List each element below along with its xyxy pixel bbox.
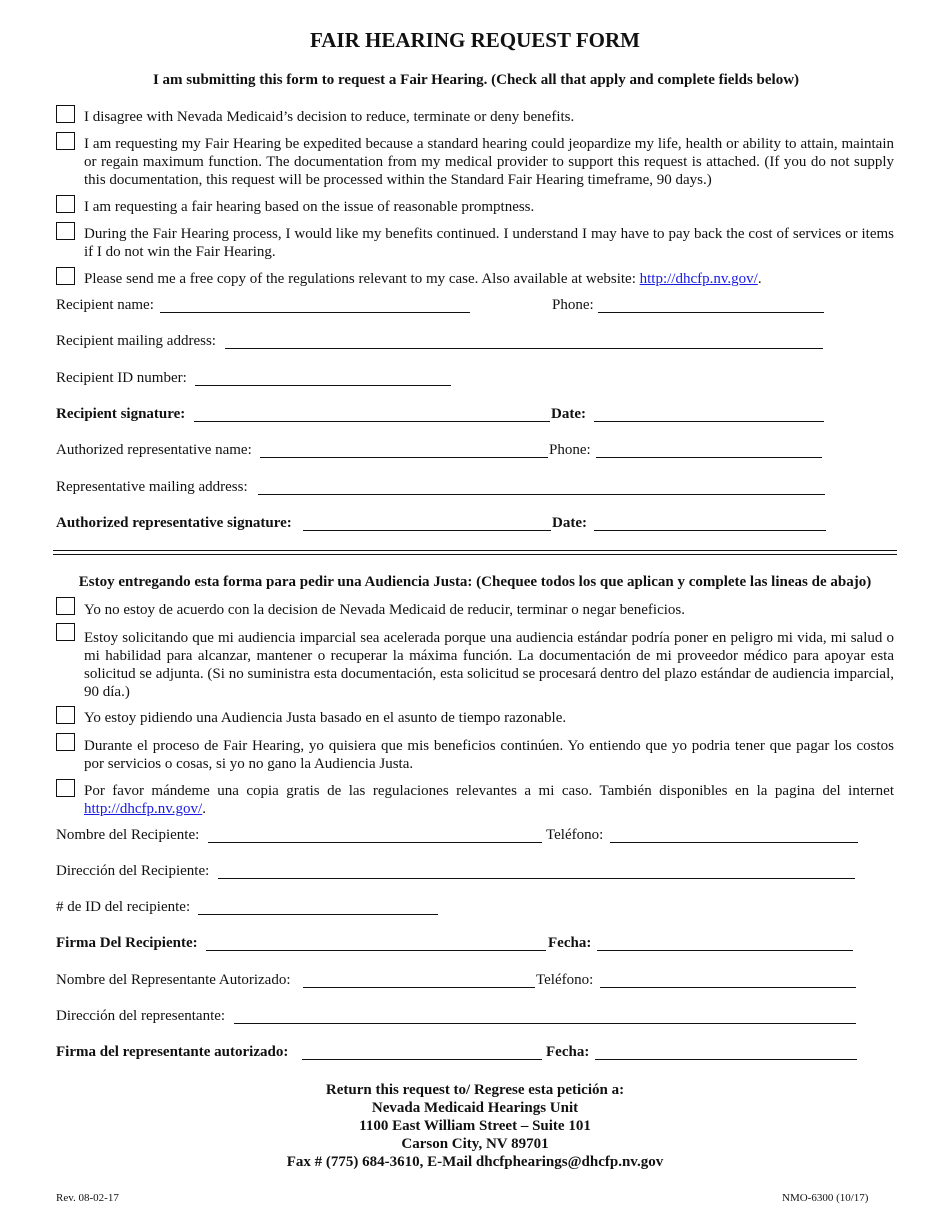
- rep-phone-field[interactable]: [596, 457, 822, 458]
- nombre-representante-label: Nombre del Representante Autorizado:: [56, 972, 291, 988]
- option-promptness: I am requesting a fair hearing based on the issue of reasonable promptness.: [84, 199, 535, 215]
- checkbox-expedite[interactable]: [56, 132, 75, 150]
- rep-address-field[interactable]: [258, 494, 825, 495]
- option-desacuerdo: Yo no estoy de acuerdo con la decision de Nevada Medicaid de reducir, terminar o negar beneficios.: [84, 602, 685, 618]
- city-state-zip: Carson City, NV 89701: [401, 1136, 549, 1152]
- nombre-representante-field[interactable]: [303, 987, 535, 988]
- section-divider: [53, 550, 897, 555]
- regulaciones-link[interactable]: http://dhcfp.nv.gov/: [84, 801, 203, 817]
- recipient-name-field[interactable]: [160, 312, 470, 313]
- rep-date-label: Date:: [552, 515, 587, 531]
- checkbox-acelerada[interactable]: [56, 623, 75, 641]
- street-address: 1100 East William Street – Suite 101: [359, 1118, 591, 1134]
- regulations-text: Please send me a free copy of the regulations relevant to my case. Also available at website:: [84, 271, 636, 287]
- option-regulaciones: Por favor mándeme una copia gratis de las regulaciones relevantes a mi caso. También disponibles en la pagina del internet http://dhcfp.nv.gov/.: [84, 783, 894, 817]
- direccion-representante-label: Dirección del representante:: [56, 1008, 226, 1024]
- rep-date-field[interactable]: [594, 530, 826, 531]
- fax-email: Fax # (775) 684-3610, E-Mail dhcfphearings@dhcfp.nv.gov: [286, 1154, 664, 1170]
- checkbox-disagree[interactable]: [56, 105, 75, 123]
- nombre-recipiente-field[interactable]: [208, 842, 542, 843]
- checkbox-desacuerdo[interactable]: [56, 597, 75, 615]
- date-field[interactable]: [594, 421, 824, 422]
- fecha-representante-label: Fecha:: [546, 1044, 590, 1060]
- recipient-name-label: Recipient name:: [56, 297, 154, 313]
- mailing-address-label: Recipient mailing address:: [56, 333, 216, 349]
- rep-signature-field[interactable]: [303, 530, 551, 531]
- hearings-unit: Nevada Medicaid Hearings Unit: [371, 1100, 579, 1116]
- telefono-representante-label: Teléfono:: [536, 972, 594, 988]
- fecha-label: Fecha:: [548, 935, 592, 951]
- option-regulations: Please send me a free copy of the regulations relevant to my case. Also available at website: http://dhcfp.nv.gov/.: [84, 271, 762, 287]
- rep-phone-label: Phone:: [549, 442, 591, 458]
- option-tiempo-razonable: Yo estoy pidiendo una Audiencia Justa basado en el asunto de tiempo razonable.: [84, 710, 567, 726]
- return-instructions: Return this request to/ Regrese esta petición a:: [325, 1082, 625, 1098]
- rep-signature-label: Authorized representative signature:: [56, 515, 292, 531]
- regulaciones-text: Por favor mándeme una copia gratis de las regulaciones relevantes a mi caso. También disponibles en la pagina del internet: [84, 783, 894, 799]
- direccion-recipiente-field[interactable]: [218, 878, 855, 879]
- fecha-field[interactable]: [597, 950, 853, 951]
- fecha-representante-field[interactable]: [595, 1059, 857, 1060]
- rep-name-label: Authorized representative name:: [56, 442, 252, 458]
- recipient-signature-field[interactable]: [194, 421, 550, 422]
- firma-recipiente-field[interactable]: [206, 950, 546, 951]
- recipient-signature-label: Recipient signature:: [56, 406, 186, 422]
- page-title: FAIR HEARING REQUEST FORM: [309, 28, 640, 52]
- recipient-id-label: Recipient ID number:: [56, 370, 187, 386]
- checkbox-regulations[interactable]: [56, 267, 75, 285]
- phone-field[interactable]: [598, 312, 824, 313]
- firma-representante-label: Firma del representante autorizado:: [56, 1044, 289, 1060]
- nombre-recipiente-label: Nombre del Recipiente:: [56, 827, 200, 843]
- telefono-field[interactable]: [610, 842, 858, 843]
- option-continuar-beneficios: Durante el proceso de Fair Hearing, yo quisiera que mis beneficios continúen. Yo entiendo que yo podria tener que pagar los costos por servicios o cosas, si yo no gano la Audiencia Justa.: [84, 738, 894, 772]
- id-recipiente-field[interactable]: [198, 914, 438, 915]
- id-recipiente-label: # de ID del recipiente:: [56, 899, 191, 915]
- rep-address-label: Representative mailing address:: [56, 479, 248, 495]
- checkbox-regulaciones[interactable]: [56, 779, 75, 797]
- direccion-representante-field[interactable]: [234, 1023, 856, 1024]
- option-acelerada: Estoy solicitando que mi audiencia imparcial sea acelerada porque una audiencia estándar podría poner en peligro mi vida, mi salud o mi habilidad para alcanzar, mantener o recuperar la máxima función. La documentación de mi proveedor médico para apoyar esta solicitud se adjunta. (Si no suministra esta documentación, esta solicitud se procesará dentro del plazo estándar de audiencia imparcial, 90 día.): [84, 630, 894, 700]
- spanish-intro: Estoy entregando esta forma para pedir una Audiencia Justa: (Chequee todos los que aplican y complete las lineas de abajo): [78, 574, 872, 590]
- option-continue-benefits: During the Fair Hearing process, I would like my benefits continued. I understand I may have to pay back the cost of services or items if I do not win the Fair Hearing.: [84, 226, 894, 260]
- firma-recipiente-label: Firma Del Recipiente:: [56, 935, 198, 951]
- english-intro: I am submitting this form to request a Fair Hearing. (Check all that apply and complete fields below): [152, 72, 800, 88]
- form-number: NMO-6300 (10/17): [782, 1192, 869, 1204]
- date-label: Date:: [551, 406, 586, 422]
- direccion-recipiente-label: Dirección del Recipiente:: [56, 863, 210, 879]
- rep-name-field[interactable]: [260, 457, 548, 458]
- checkbox-tiempo-razonable[interactable]: [56, 706, 75, 724]
- revision-date: Rev. 08-02-17: [56, 1192, 119, 1204]
- checkbox-continue-benefits[interactable]: [56, 222, 75, 240]
- firma-representante-field[interactable]: [302, 1059, 542, 1060]
- telefono-label: Teléfono:: [546, 827, 604, 843]
- checkbox-promptness[interactable]: [56, 195, 75, 213]
- mailing-address-field[interactable]: [225, 348, 823, 349]
- checkbox-continuar-beneficios[interactable]: [56, 733, 75, 751]
- option-expedite: I am requesting my Fair Hearing be expedited because a standard hearing could jeopardize my life, health or ability to attain, maintain or regain maximum function. The documentation from my medical provider to support this request is attached. (If you do not supply this documentation, this request will be processed within the Standard Fair Hearing timeframe, 90 days.): [84, 136, 894, 188]
- recipient-id-field[interactable]: [195, 385, 451, 386]
- telefono-representante-field[interactable]: [600, 987, 856, 988]
- phone-label: Phone:: [552, 297, 594, 313]
- option-disagree: I disagree with Nevada Medicaid’s decision to reduce, terminate or deny benefits.: [84, 109, 575, 125]
- regulations-link[interactable]: http://dhcfp.nv.gov/: [639, 271, 758, 287]
